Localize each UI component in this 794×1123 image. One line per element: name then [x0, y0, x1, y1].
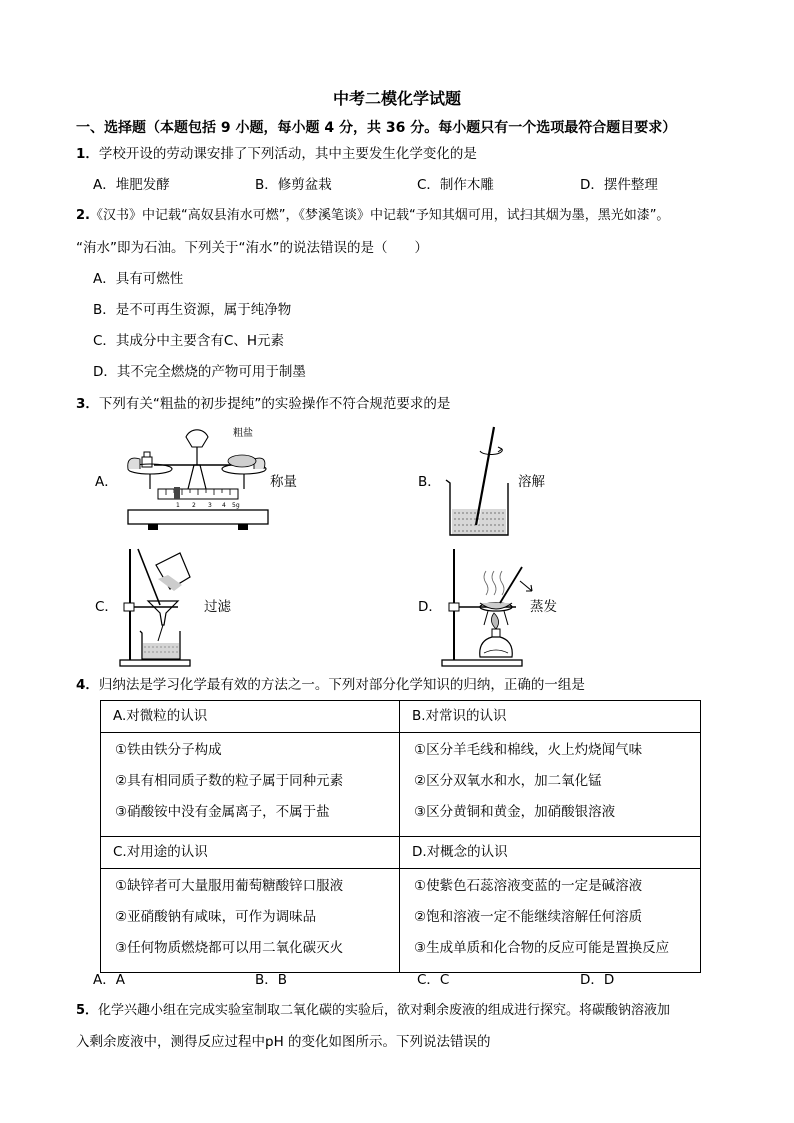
- question-5-stem-line2: 入剩余废液中，测得反应过程中pH 的变化如图所示。下列说法错误的: [76, 1034, 491, 1050]
- q1-option-a[interactable]: A．堆肥发酵: [93, 177, 170, 193]
- question-5-text-1: 化学兴趣小组在完成实验室制取二氧化碳的实验后，欲对剩余废液的组成进行探究。将碳酸钠溶液加: [98, 1003, 671, 1018]
- question-2-text-1: 《汉书》中记载“高奴县洧水可燃”，《梦溪笔谈》中记载“予知其烟可用，试扫其烟为墨，黑光如漆”。: [89, 208, 670, 223]
- table-item: ③生成单质和化合物的反应可能是置换反应: [414, 940, 670, 956]
- q4-option-d[interactable]: D．D: [580, 972, 615, 988]
- filtration-figure: [118, 545, 198, 670]
- svg-text:4: 4: [222, 502, 226, 509]
- table-item: ①缺锌者可大量服用葡萄糖酸锌口服液: [115, 878, 344, 894]
- table-item: ③区分黄铜和黄金，加硝酸银溶液: [414, 804, 616, 820]
- question-4-number: 4．: [76, 677, 99, 693]
- q2-option-d[interactable]: D．其不完全燃烧的产物可用于制墨: [93, 364, 306, 380]
- table-cell-a-head: A.对微粒的认识: [101, 701, 400, 733]
- balance-weighing-figure: [118, 425, 278, 535]
- table-cell-b-body: [400, 733, 701, 837]
- question-1-text: 学校开设的劳动课安排了下列活动，其中主要发生化学变化的是: [98, 146, 477, 162]
- question-1-number: 1．: [76, 146, 99, 162]
- question-3-stem: [76, 395, 450, 413]
- svg-text:2: 2: [192, 502, 196, 509]
- page-title: 中考二模化学试题: [332, 89, 461, 108]
- dissolving-beaker-figure: [440, 425, 520, 540]
- q3-option-d-letter[interactable]: D．: [418, 599, 442, 615]
- table-item: ②区分双氧水和水，加二氧化锰: [414, 773, 602, 789]
- q1-option-c[interactable]: C．制作木雕: [417, 177, 494, 193]
- q1-option-b[interactable]: B．修剪盆栽: [255, 177, 332, 193]
- question-5-number: 5．: [76, 1003, 99, 1018]
- question-1-stem: [76, 145, 477, 163]
- question-3-number: 3．: [76, 396, 99, 412]
- table-cell-d-head: D.对概念的认识: [400, 837, 701, 869]
- q2-option-c[interactable]: C．其成分中主要含有C、H元素: [93, 333, 285, 349]
- evaporation-figure: [440, 545, 540, 670]
- question-2-number: 2.: [76, 208, 90, 223]
- svg-text:5g: 5g: [232, 502, 240, 509]
- question-2-stem-line2: “洧水”即为石油。下列关于“洧水”的说法错误的是（ ）: [76, 240, 428, 256]
- q2-option-a[interactable]: A．具有可燃性: [93, 271, 184, 287]
- q3-option-d-label: 蒸发: [530, 599, 557, 615]
- q1-option-d[interactable]: D．摆件整理: [580, 177, 658, 193]
- crude-salt-label: 粗盐: [233, 428, 253, 439]
- question-5-stem-line1: [76, 1002, 670, 1020]
- svg-text:3: 3: [208, 502, 212, 509]
- q3-option-a-letter[interactable]: A．: [95, 474, 118, 490]
- table-item: ①使紫色石蕊溶液变蓝的一定是碱溶液: [414, 878, 643, 894]
- q3-option-a-label: 称量: [270, 474, 297, 490]
- svg-text:1: 1: [176, 502, 180, 509]
- table-item: ③硝酸铵中没有金属离子，不属于盐: [115, 804, 330, 820]
- q3-option-c-letter[interactable]: C．: [95, 599, 118, 615]
- q3-option-b-letter[interactable]: B．: [418, 474, 441, 490]
- knowledge-table: [100, 700, 701, 973]
- question-4-text: 归纳法是学习化学最有效的方法之一。下列对部分化学知识的归纳，正确的一组是: [98, 677, 585, 693]
- table-item: ①铁由铁分子构成: [115, 742, 222, 758]
- q2-option-b[interactable]: B．是不可再生资源，属于纯净物: [93, 302, 292, 318]
- q4-option-c[interactable]: C．C: [417, 972, 450, 988]
- table-item: ②饱和溶液一定不能继续溶解任何溶质: [414, 909, 643, 925]
- table-cell-b-head: B.对常识的认识: [400, 701, 701, 733]
- table-cell-c-head: C.对用途的认识: [101, 837, 400, 869]
- q4-option-a[interactable]: A．A: [93, 972, 125, 988]
- section-heading: 一、选择题（本题包括 9 小题，每小题 4 分，共 36 分。每小题只有一个选项最符合题目要求）: [76, 120, 677, 136]
- table-cell-d-body: [400, 869, 701, 973]
- table-item: ②亚硝酸钠有咸味，可作为调味品: [115, 909, 317, 925]
- question-3-text: 下列有关“粗盐的初步提纯”的实验操作不符合规范要求的是: [98, 396, 451, 412]
- q3-option-b-label: 溶解: [518, 474, 545, 490]
- table-item: ①区分羊毛线和棉线，火上灼烧闻气味: [414, 742, 643, 758]
- question-4-stem: [76, 676, 585, 694]
- table-cell-c-body: [101, 869, 400, 973]
- q3-option-c-label: 过滤: [204, 599, 231, 615]
- table-cell-a-body: [101, 733, 400, 837]
- question-2-stem-line1: [76, 207, 669, 225]
- table-item: ③任何物质燃烧都可以用二氧化碳灭火: [115, 940, 344, 956]
- table-item: ②具有相同质子数的粒子属于同种元素: [115, 773, 344, 789]
- q4-option-b[interactable]: B．B: [255, 972, 288, 988]
